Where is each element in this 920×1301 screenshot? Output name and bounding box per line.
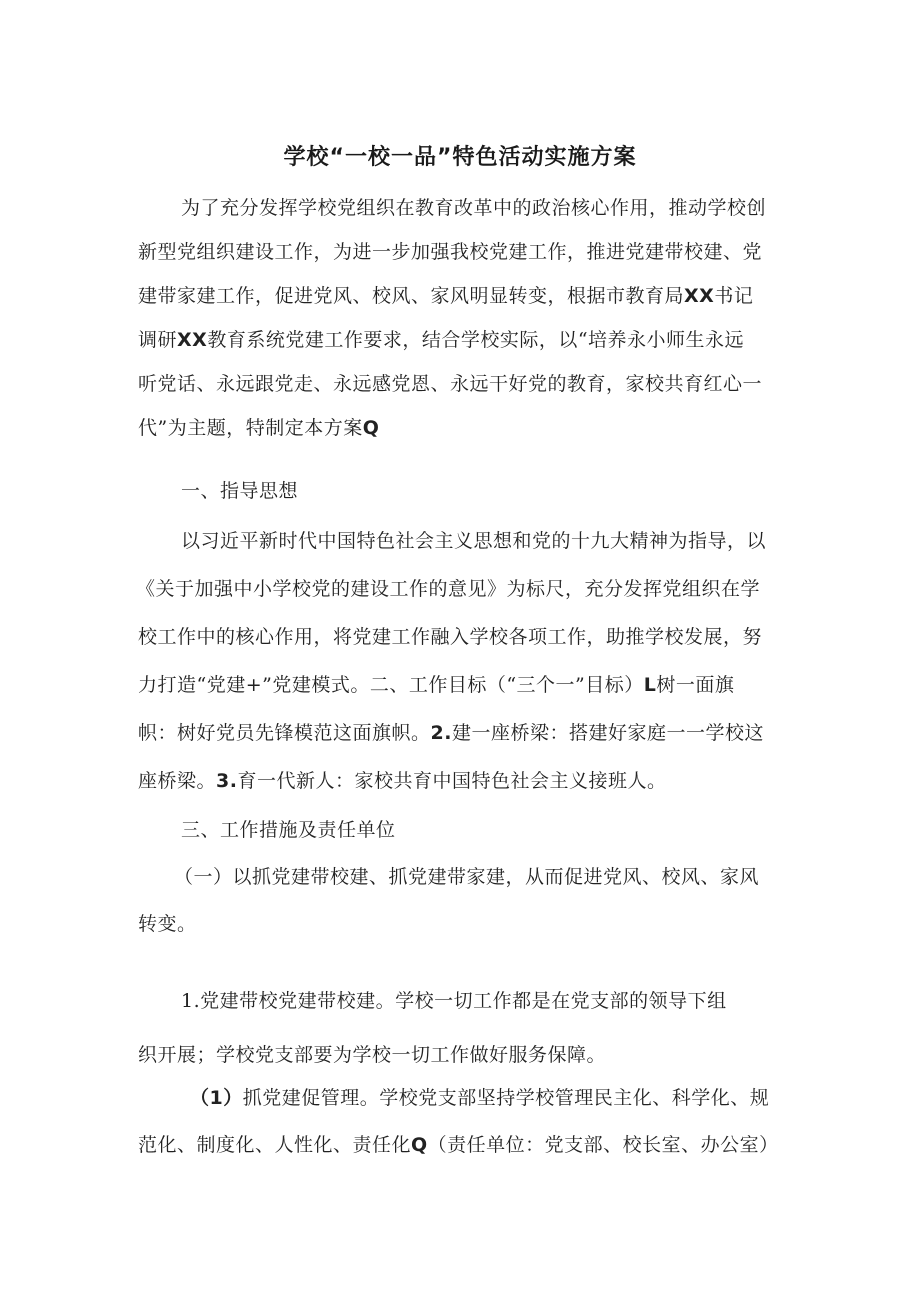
text-run: 育一代新人：家校共育中国特色社会主义接班人。 bbox=[237, 770, 667, 792]
text-run: 建一座桥梁：搭建好家庭一一学校这 bbox=[451, 722, 764, 744]
measure1-line-2 bbox=[138, 909, 197, 939]
list-number: 3. bbox=[216, 770, 238, 792]
text-run: 一、指导思想 bbox=[181, 480, 299, 502]
intro-line-2 bbox=[138, 237, 762, 267]
text-run: 座桥梁。 bbox=[138, 770, 217, 792]
intro-line-4 bbox=[138, 325, 744, 355]
sub1-line-2 bbox=[138, 1130, 779, 1160]
intro-line-1 bbox=[181, 193, 766, 223]
ocr-artifact-q: Q bbox=[411, 1134, 428, 1156]
text-run: 为了充分发挥学校党组织在教育改革中的政治核心作用，推动学校创 bbox=[181, 197, 767, 219]
text-run: 书记 bbox=[714, 285, 754, 307]
section-heading-guiding-thought bbox=[181, 476, 298, 506]
text-run: 范化、制度化、人性化、责任化 bbox=[138, 1134, 412, 1156]
text-run: 听党话、永远跟党走、永远感党恩、永远干好党的教育，家校共育红心一 bbox=[138, 373, 763, 395]
text-run: 建带家建工作，促进党风、校风、家风明显转变，根据市教育局 bbox=[138, 285, 685, 307]
item1-line-2 bbox=[138, 1040, 606, 1070]
text-run: 以习近平新时代中国特色社会主义思想和党的十九大精神为指导，以 bbox=[181, 530, 767, 552]
list-number: 2. bbox=[430, 722, 452, 744]
intro-line-5 bbox=[138, 369, 762, 399]
placeholder-xx: XX bbox=[684, 285, 715, 307]
section-heading-measures bbox=[181, 815, 396, 845]
ocr-artifact-q: Q bbox=[362, 417, 380, 439]
text-run: 力打造“党建+”党建模式。二、工作目标（“三个一”目标） bbox=[138, 674, 644, 696]
text-run: 新型党组织建设工作，为进一步加强我校党建工作，推进党建带校建、党 bbox=[138, 241, 763, 263]
guiding-line-2 bbox=[136, 574, 760, 604]
guiding-line-4 bbox=[138, 670, 734, 700]
guiding-line-5 bbox=[138, 718, 764, 748]
measure1-line-1 bbox=[174, 862, 759, 892]
text-run: 调研 bbox=[138, 329, 178, 351]
text-run: 树一面旗 bbox=[656, 674, 735, 696]
intro-line-6 bbox=[138, 413, 379, 443]
guiding-line-3 bbox=[138, 622, 762, 652]
guiding-line-6 bbox=[138, 766, 666, 796]
text-run: （一）以抓党建带校建、抓党建带家建，从而促进党风、校风、家风 bbox=[174, 866, 760, 888]
text-run: 教育系统党建工作要求，结合学校实际，以“培养永小师生永远 bbox=[207, 329, 745, 351]
text-run: 1.党建带校党建带校建。学校一切工作都是在党支部的领导下组 bbox=[181, 990, 727, 1012]
text-run: 《关于加强中小学校党的建设工作的意见》为标尺，充分发挥党组织在学 bbox=[136, 578, 761, 600]
document-title: 学校“一校一品”特色活动实施方案 bbox=[283, 145, 637, 170]
text-run: 转变。 bbox=[138, 913, 197, 935]
list-number: （1） bbox=[190, 1087, 243, 1109]
text-run: 织开展；学校党支部要为学校一切工作做好服务保障。 bbox=[138, 1044, 607, 1066]
ocr-artifact-l: L bbox=[643, 674, 657, 696]
text-run: 三、工作措施及责任单位 bbox=[181, 819, 396, 841]
intro-line-3 bbox=[138, 281, 753, 311]
placeholder-xx: XX bbox=[177, 329, 208, 351]
guiding-line-1 bbox=[181, 526, 766, 556]
text-run: 代”为主题，特制定本方案 bbox=[138, 417, 363, 439]
text-run: 帜：树好党员先锋模范这面旗帜。 bbox=[138, 722, 431, 744]
text-run: （责任单位：党支部、校长室、办公室） bbox=[427, 1134, 779, 1156]
sub1-line-1 bbox=[190, 1083, 769, 1113]
text-run: 抓党建促管理。学校党支部坚持学校管理民主化、科学化、规 bbox=[242, 1087, 770, 1109]
text-run: 校工作中的核心作用，将党建工作融入学校各项工作，助推学校发展，努 bbox=[138, 626, 763, 648]
item1-line-1 bbox=[181, 986, 727, 1016]
